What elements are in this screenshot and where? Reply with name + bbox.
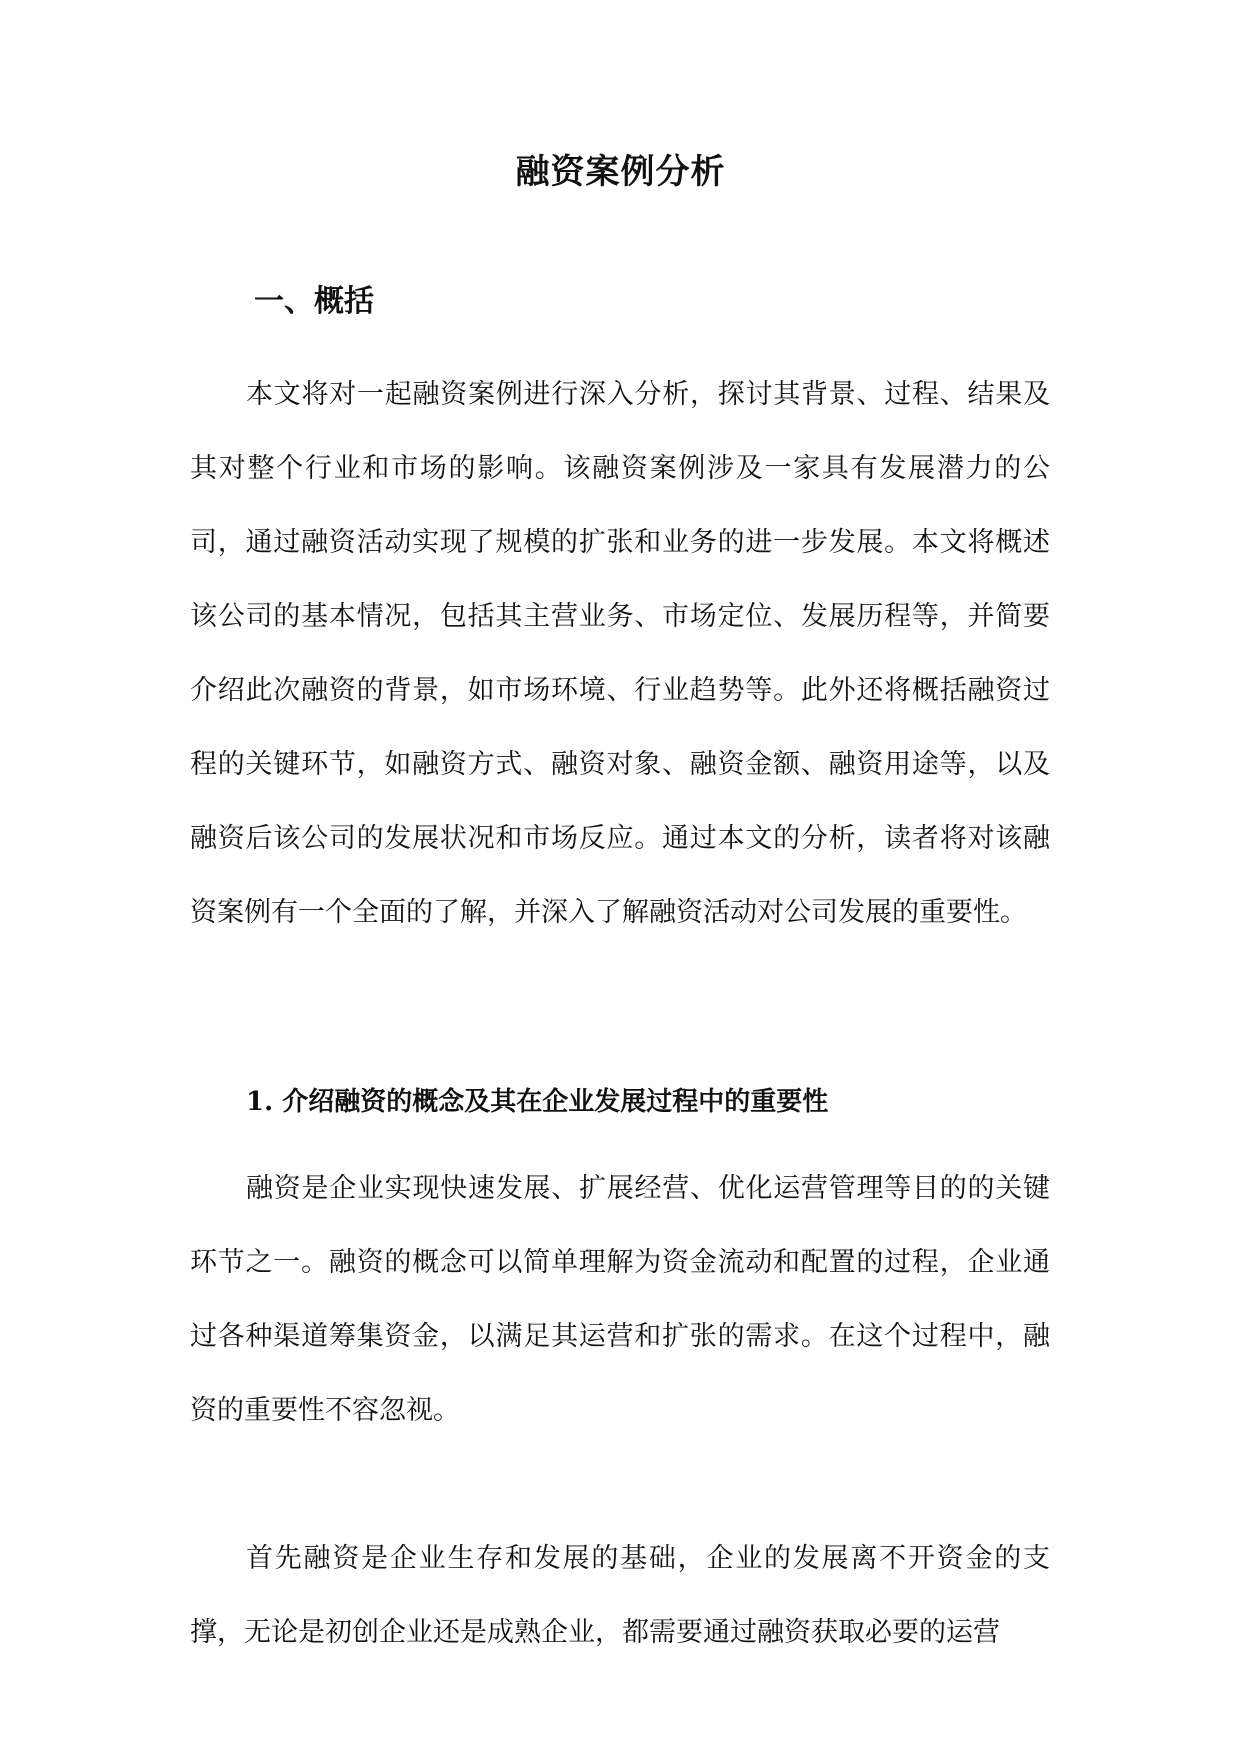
subsection-heading-financing-concept: 1. 介绍融资的概念及其在企业发展过程中的重要性: [246, 1087, 829, 1117]
section-heading-overview: 一、概括: [254, 284, 374, 319]
financing-concept-paragraph: 融资是企业实现快速发展、扩展经营、优化运营管理等目的的关键环节之一。融资的概念可以简单理解为资金流动和配置的过程，企业通过各种渠道筹集资金，以满足其运营和扩张的需求。在这个过程中，融资的重要性不容忽视。: [190, 1173, 1050, 1426]
overview-paragraph: 本文将对一起融资案例进行深入分析，探讨其背景、过程、结果及其对整个行业和市场的影响。该融资案例涉及一家具有发展潜力的公司，通过融资活动实现了规模的扩张和业务的进一步发展。本文将概述该公司的基本情况，包括其主营业务、市场定位、发展历程等，并简要介绍此次融资的背景，如市场环境、行业趋势等。此外还将概括融资过程的关键环节，如融资方式、融资对象、融资金额、融资用途等，以及融资后该公司的发展状况和市场反应。通过本文的分析，读者将对该融资案例有一个全面的了解，并深入了解融资活动对公司发展的重要性。: [190, 379, 1050, 928]
financing-importance-paragraph: 首先融资是企业生存和发展的基础，企业的发展离不开资金的支撑，无论是初创企业还是成熟企业，都需要通过融资获取必要的运营: [190, 1543, 1050, 1648]
document-title: 融资案例分析: [515, 152, 726, 192]
